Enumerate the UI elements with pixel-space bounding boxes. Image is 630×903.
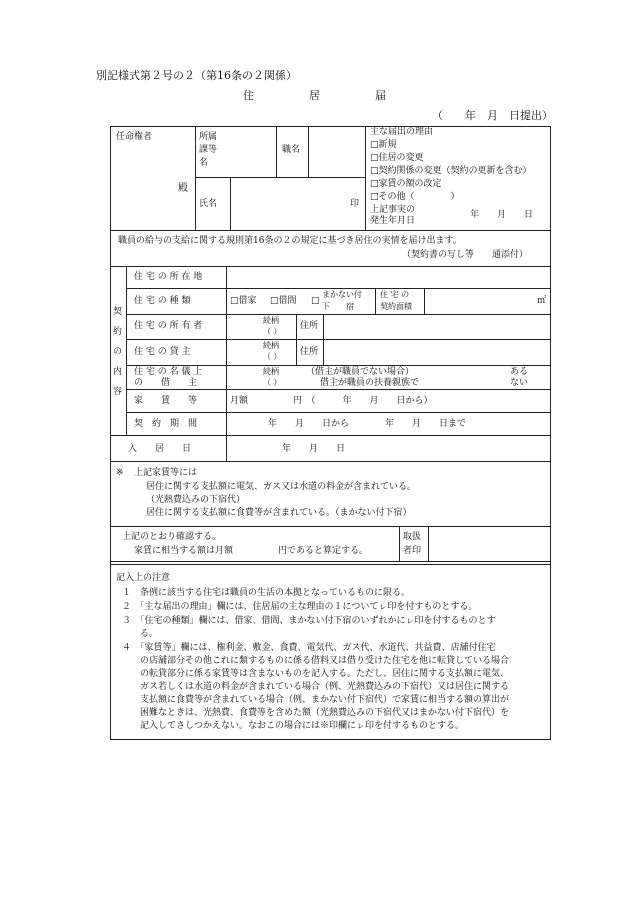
confirm-line1: 上記のとおり確認する。: [122, 532, 222, 542]
statement-line2: （契約書の写し等 通添付）: [402, 250, 529, 260]
form-number: 別記様式第２号の２（第16条の２関係）: [96, 69, 297, 82]
side-label-4: 内: [113, 367, 123, 377]
area-label-1: 住 宅 の: [380, 290, 410, 299]
rent-label: 家 賃 等: [134, 396, 198, 406]
side-label-3: の: [113, 347, 123, 357]
form-title: 住 居 届: [243, 89, 386, 102]
area-unit: ㎡: [537, 296, 547, 306]
instruction-line: ２ 「主な届出の理由」欄には、住居届の主な理由の１についてㇾ印を付すものとする。: [122, 602, 478, 612]
handler-label-1: 取扱: [403, 532, 422, 542]
lessor-label: 住 宅 の 貸 主: [134, 347, 191, 357]
event-date-value: 年 月 日: [470, 210, 534, 220]
dept-label-2: 課等: [199, 145, 218, 155]
instruction-line: の店舗部分その他これに類するものに係る借料又は借り受けた住宅を他に転貸している場合: [122, 656, 510, 666]
instruction-line: 困難なときは、光熱費、食費等を含めた額（光熱費込みの下宿代又はまかない付下宿代）を: [122, 708, 510, 718]
confirm-line2: 家賃に相当する額は月額 円であると算定する。: [134, 546, 369, 556]
note-mark[interactable]: ※: [116, 468, 124, 478]
reasons-title: 主な届出の理由: [370, 127, 434, 137]
rent-value: 月額 円 （ 年 月 日から）: [230, 396, 433, 406]
owner-label: 住 宅 の 所 有 者: [134, 321, 203, 331]
note-line2: 居住に関する支払額に電気、ガス又は水道の料金が含まれている。: [146, 482, 417, 492]
type-makanai-checkbox[interactable]: □: [311, 296, 320, 306]
reason-contract-change[interactable]: □契約関係の変更（契約の更新を含む）: [370, 166, 532, 176]
note-line1: 上記家賃等には: [134, 468, 198, 478]
statement-line1: 職員の給与の支給に関する規則第16条の２の規定に基づき居住の実情を届け出ます。: [118, 236, 462, 246]
note-line4: 居住に関する支払額に食費等が含まれている。（まかない付下宿）: [146, 508, 412, 518]
option-nai[interactable]: ない: [510, 378, 529, 388]
owner-relation-paren: （ ）: [263, 327, 282, 336]
submission-date: （ 年 月 日提出）: [432, 109, 553, 122]
instruction-line: ４ 「家賃等」欄には、権利金、敷金、食費、電気代、ガス代、水道代、共益費、店舗付住宅: [122, 643, 496, 653]
reason-move[interactable]: □住居の変更: [370, 153, 424, 163]
nominal-relation-label: 続柄: [263, 367, 279, 376]
instructions-title: 記入上の注意: [116, 573, 171, 583]
side-label-2: 約: [113, 327, 123, 337]
nominal-note-1: （借主が職員でない場合）: [306, 367, 415, 377]
instruction-line: 支払額に食費等が含まれている場合（例、まかない付下宿代）で家賃に相当する額の算出が: [122, 695, 510, 705]
lessor-address-label: 住所: [300, 347, 319, 357]
lessor-relation-paren: （ ）: [263, 352, 282, 361]
note-line3: （光熱費込みの下宿代）: [146, 495, 246, 505]
side-label-1: 契: [113, 307, 123, 317]
reason-other[interactable]: □その他（ ）: [370, 192, 460, 202]
movein-value: 年 月 日: [282, 444, 346, 454]
instruction-line: ガス若しくは水道の料金が含まれている場合（例、光熱費込みの下宿代）又は居住に関する: [122, 682, 510, 692]
nominal-label-2: の 借 主: [134, 378, 198, 388]
location-label: 住 宅 の 所 在 地: [134, 272, 203, 282]
nominal-note-2: 借主が職員の扶養親族で: [320, 378, 420, 388]
owner-address-label: 住所: [300, 321, 319, 331]
event-date-label-2: 発生年月日: [370, 216, 416, 226]
name-label: 氏名: [199, 199, 218, 209]
owner-relation-label: 続柄: [263, 316, 279, 325]
instruction-line: の転貸部分に係る家賃等は含まないものを記入する。ただし、居住に関する支払額に電気、: [122, 669, 510, 679]
period-label: 契 約 期 間: [134, 419, 198, 429]
nominal-relation-paren: （ ）: [263, 378, 282, 387]
movein-label: 入 居 日: [128, 444, 192, 454]
period-value: 年 月 日から 年 月 日まで: [268, 419, 467, 429]
appointer-label: 任命権者: [116, 132, 153, 142]
type-rented-house[interactable]: □借家: [230, 296, 257, 306]
reason-new[interactable]: □新規: [370, 140, 397, 150]
type-rented-room[interactable]: □借間: [270, 296, 297, 306]
instruction-line: ３ 「住宅の種類」欄には、借家、借間、まかない付下宿のいずれかにㇾ印を付するものとす: [122, 616, 496, 626]
event-date-label-1: 上記事実の: [370, 205, 416, 215]
instruction-line: 記入してさしつかえない。なおこの場合には※印欄にㇾ印を付するものとする。: [122, 721, 465, 731]
reason-rent-revision[interactable]: □家賃の額の改定: [370, 179, 442, 189]
instruction-line: る。: [122, 629, 159, 639]
makanai-label-1: まかない付: [322, 290, 362, 299]
post-label: 職名: [282, 145, 301, 155]
area-label-2: 契約面積: [380, 302, 412, 311]
lessor-relation-label: 続柄: [263, 341, 279, 350]
instruction-line: １ 条例に該当する住宅は職員の生活の本拠となっているものに限る。: [122, 588, 411, 598]
makanai-label-2: 下 宿: [322, 302, 354, 311]
seal-mark: 印: [350, 199, 360, 209]
handler-label-2: 者印: [403, 546, 422, 556]
nominal-label-1: 住 宅 の 名 儀 上: [134, 367, 203, 377]
option-aru[interactable]: ある: [510, 367, 529, 377]
dono-label: 殿: [178, 183, 188, 194]
side-label-5: 容: [113, 387, 123, 397]
house-type-label: 住 宅 の 種 類: [134, 296, 191, 306]
dept-label-1: 所属: [199, 132, 218, 142]
dept-label-3: 名: [199, 158, 209, 168]
